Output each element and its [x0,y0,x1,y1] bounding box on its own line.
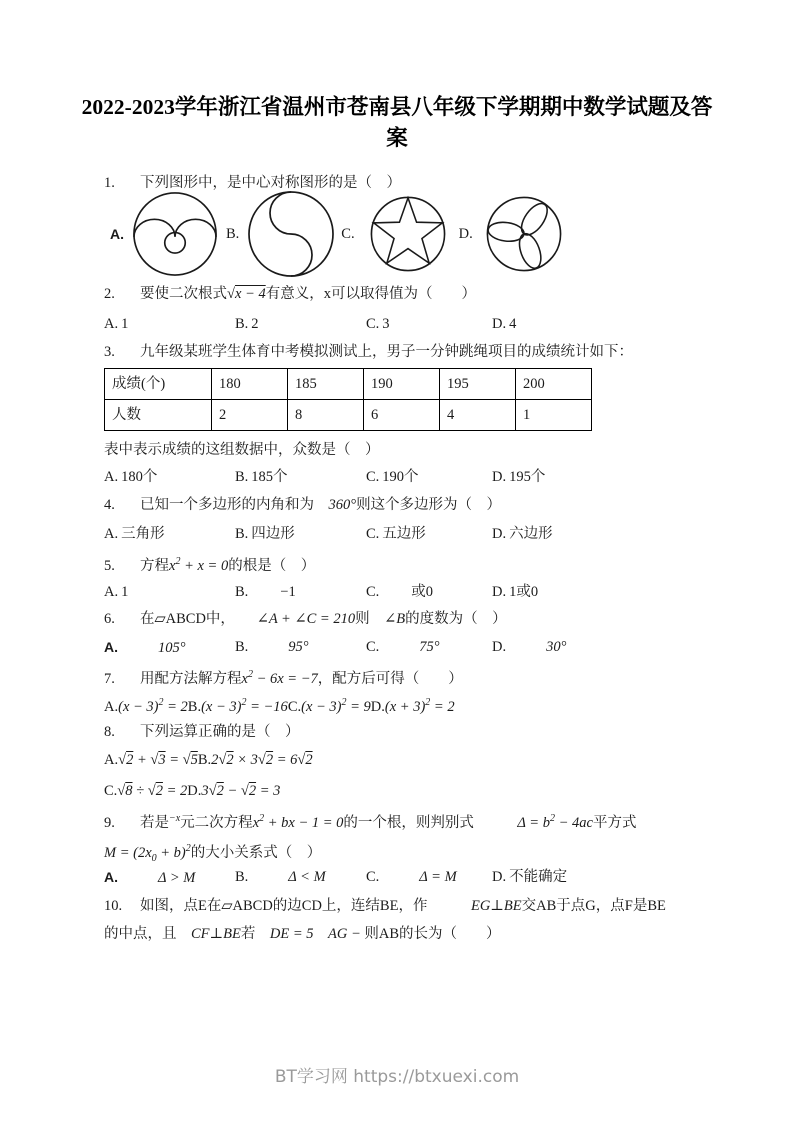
q6-option-d [492,634,566,660]
q8-options-line2 [104,778,750,804]
table-cell: 4 [440,400,516,431]
option-label: D. [492,584,507,600]
option-text: 3 [382,316,390,332]
q9-option-d [492,864,567,890]
option-label: C. [366,869,380,885]
site-watermark-text[interactable]: BT学习网 https://btxuexi.com [274,1067,520,1087]
q7-options [104,690,750,716]
q10-stem-line1 [104,893,750,919]
table-cell: 190 [364,369,440,400]
table-cell: 185 [288,369,364,400]
q6-option-c [366,634,492,660]
q9-option-b [235,864,366,890]
q9-option-a [104,864,235,890]
q5-stem [104,549,750,575]
table-row-counts [105,400,592,431]
table-cell: 6 [364,400,440,431]
q8-options-cd: C.√8 ÷ √2 = 2D.3√2 − √2 = 3 [104,783,281,799]
q2-option-c [366,311,492,337]
option-text: 1或0 [509,584,539,600]
option-label: B. [235,316,249,332]
option-text: Δ = M [419,869,457,885]
q8-stem [104,719,750,745]
q2-options [104,311,750,337]
q1-figure-label-a: A. [110,226,124,242]
q6-options [104,634,750,660]
q2-option-b [235,311,366,337]
page-title-text: 2022-2023学年浙江省温州市苍南县八年级下学期期中数学试题及答案 [81,95,713,150]
option-text: 190个 [382,469,419,485]
q3-stem [104,339,750,365]
option-label: C. [366,316,380,332]
option-text: 180个 [121,469,158,485]
option-text: 1 [121,584,129,600]
q9-stem-line2 [104,836,750,862]
q3-follow [104,437,750,463]
option-label: C. [366,469,380,485]
q1-figure-label-d: D. [458,226,473,242]
option-label: A. [104,469,119,485]
q3-number: 3. [104,344,115,360]
option-text: 30° [546,639,567,655]
q2-stem-text: 要使二次根式√x − 4有意义，x可以取得值为（ ） [140,286,476,302]
table-cell: 1 [516,400,592,431]
option-label: D. [492,469,507,485]
page-title [0,92,794,154]
option-text: Δ < M [288,869,326,885]
option-text: 185个 [251,469,288,485]
q10-stem-line2 [104,921,750,947]
q5-number: 5. [104,557,115,574]
q6-stem [104,606,750,632]
q6-option-b [235,634,366,660]
q4-options [104,521,750,547]
option-label: D. [492,869,507,885]
q3-stem-text: 九年级某班学生体育中考模拟测试上，男子一分钟跳绳项目的成绩统计如下： [140,344,633,360]
q6-number: 6. [104,611,115,627]
q3-table-wrap [104,368,750,434]
site-watermark [0,1062,794,1087]
q8-number: 8. [104,724,115,740]
option-text: 不能确定 [509,869,568,885]
q10-number: 10. [104,898,123,914]
table-cell: 成绩(个) [105,369,212,400]
option-text: 95° [288,639,309,655]
q5-option-d [492,579,538,605]
option-label: B. [235,639,249,655]
option-text: 75° [419,639,440,655]
option-text: 4 [509,316,517,332]
q5-option-a [104,579,235,605]
q10-stem-text1: 如图，点E在▱ABCD的边CD上，连结BE，作 EG⊥BE交AB于点G，点F是BE [140,898,666,914]
q4-option-d [492,521,553,547]
q1-figure-label-b: B. [226,226,240,242]
q10-stem-text2: 的中点，且 CF⊥BE若 DE = 5 AG − 则AB的长为（ ） [104,926,501,942]
q3-option-a [104,464,235,490]
q1-stem-text: 下列图形中，是中心对称图形的是（ ） [140,175,401,191]
option-label: B. [235,526,249,542]
three-petal-rosette-icon [485,195,563,273]
q6-stem-text: 在▱ABCD中， ∠A + ∠C = 210则 ∠B的度数为（ ） [140,611,507,627]
option-text: 或0 [382,584,434,600]
option-text: 三角形 [121,526,165,542]
q1-figure-label-c: C. [341,226,355,242]
q4-number: 4. [104,497,115,513]
q4-option-b [235,521,366,547]
option-label: C. [366,584,380,600]
q9-options [104,864,750,890]
q7-number: 7. [104,670,115,687]
table-cell: 180 [212,369,288,400]
q9-stem-text1: 若是$^{-x}$元二次方程$x^2$ + bx − 1 = 0的一个根，则判别式 $\Delta = b^2 - 4ac$平方式 [140,813,637,831]
option-label: D. [492,526,507,542]
option-label: D. [492,639,507,655]
q4-stem [104,492,750,518]
option-label: A. [104,639,118,655]
option-text: 195个 [509,469,546,485]
q2-option-d [492,311,516,337]
q8-options-ab: A.√2 + √3 = √5B.2√2 × 3√2 = 6√2 [104,752,313,768]
q4-option-a [104,521,235,547]
q7-stem-text: 用配方法解方程$x^2 - 6x = -7$，配方后可得（ ） [140,669,463,687]
q9-stem-line1 [104,806,750,832]
q2-stem [104,281,750,307]
option-label: C. [366,526,380,542]
q8-options-line1 [104,747,750,773]
option-text: 四边形 [251,526,295,542]
table-cell: 人数 [105,400,212,431]
q1-figures [104,190,750,278]
q3-options [104,464,750,490]
q9-option-c [366,864,492,890]
q3-option-d [492,464,545,490]
q9-stem-text2: $M = (2x_0 + b)^2$的大小关系式（ ） [104,843,322,864]
table-cell: 8 [288,400,364,431]
q5-option-b [235,579,366,605]
option-text: Δ > M [158,870,196,886]
q1-number: 1. [104,175,115,191]
option-label: A. [104,316,119,332]
q3-follow-text: 表中表示成绩的这组数据中，众数是（ ） [104,442,380,458]
option-label: C. [366,639,380,655]
q2-option-a [104,311,235,337]
taiji-yin-yang-icon [247,190,335,278]
q5-options [104,579,750,605]
option-label: A. [104,584,119,600]
crown-arcs-circle-icon [132,191,218,277]
q4-option-c [366,521,492,547]
q3-option-b [235,464,366,490]
option-text: 六边形 [509,526,553,542]
option-label: B. [235,584,249,600]
q3-option-c [366,464,492,490]
five-pointed-star-icon [369,195,447,273]
option-label: B. [235,869,249,885]
table-row-scores [105,369,592,400]
q5-stem-text: 方程$x^2 + x = 0$的根是（ ） [140,556,316,574]
option-label: A. [104,526,119,542]
score-table [104,368,592,431]
q9-number: 9. [104,814,115,831]
option-label: A. [104,869,118,885]
q5-option-c [366,579,492,605]
option-text: 1 [121,316,129,332]
option-text: −1 [251,584,296,600]
q4-stem-text: 已知一个多边形的内角和为 360°则这个多边形为（ ） [140,497,502,513]
table-cell: 195 [440,369,516,400]
q8-stem-text: 下列运算正确的是（ ） [140,724,300,740]
q2-number: 2. [104,286,115,302]
table-cell: 2 [212,400,288,431]
option-text: 2 [251,316,259,332]
option-label: B. [235,469,249,485]
option-text: 105° [158,640,186,656]
table-cell: 200 [516,369,592,400]
q6-option-a [104,634,235,660]
q7-stem [104,662,750,688]
q7-options-line: $A.(x - 3)^2 = 2B.(x - 3)^2 = -16C.(x - 3)^2 = 9D.(x + 3)^2 = 2$ [104,697,455,715]
option-label: D. [492,316,507,332]
option-text: 五边形 [382,526,426,542]
